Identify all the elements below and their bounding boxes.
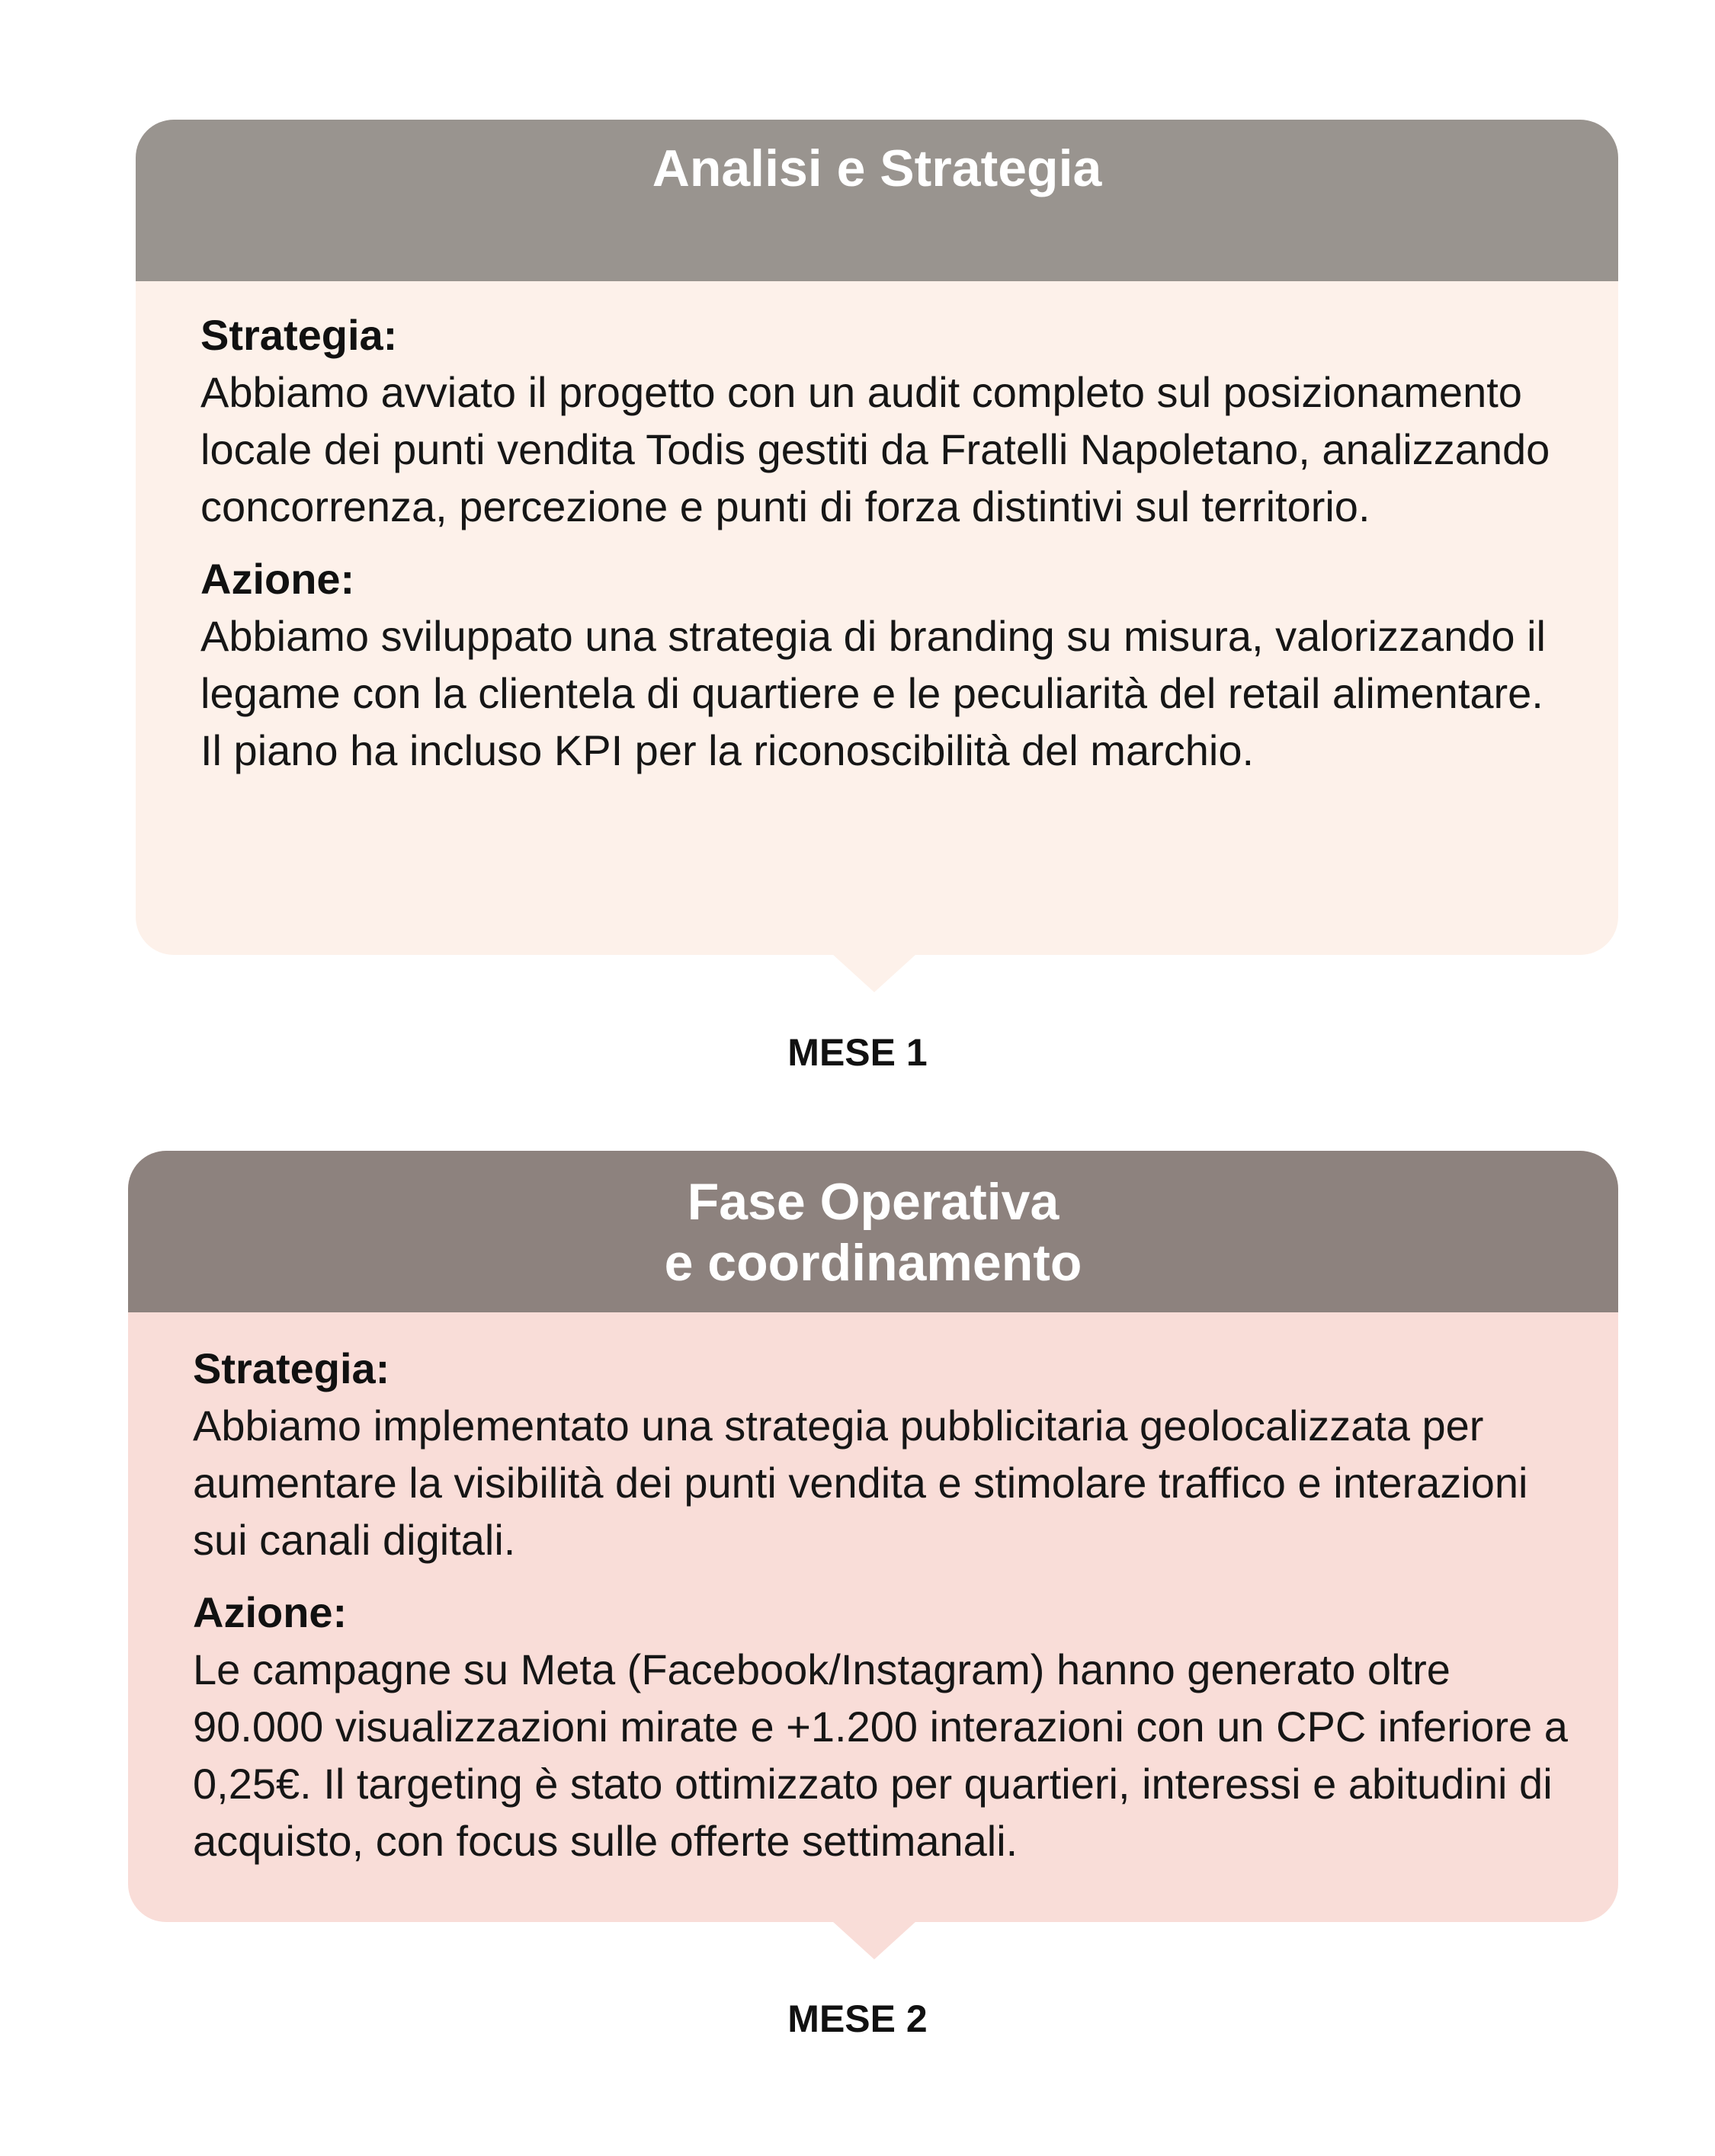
month-label: MESE 1 bbox=[787, 1031, 928, 1074]
phase-header bbox=[136, 120, 1618, 281]
phase-card-operativa bbox=[128, 1151, 1618, 1922]
action-text: Abbiamo sviluppato una strategia di branding su misura, valorizzando il legame con la clientela di quartiere e le peculiarità del retail alimentare. Il piano ha incluso KPI per la riconoscibilità del marchio. bbox=[200, 612, 1546, 774]
phase-body bbox=[193, 1340, 1572, 1869]
strategy-text: Abbiamo avviato il progetto con un audit completo sul posizionamento locale dei punti vendita Todis gestiti da Fratelli Napoletano, analizzando concorrenza, percezione e punti di forza distintivi sul territorio. bbox=[200, 368, 1550, 530]
callout-pointer bbox=[832, 1921, 916, 1959]
month-label: MESE 2 bbox=[787, 1997, 928, 2040]
callout-pointer bbox=[832, 954, 916, 992]
phase-header bbox=[128, 1151, 1618, 1312]
action-text: Le campagne su Meta (Facebook/Instagram) hanno generato oltre 90.000 visualizzazioni mirate e +1.200 interazioni con un CPC inferiore a 0,25€. Il targeting è stato ottimizzato per quartieri, interessi e abitudini di acquisto, con focus sulle offerte settimanali. bbox=[193, 1645, 1568, 1865]
phase-body bbox=[200, 306, 1572, 779]
strategy-text: Abbiamo implementato una strategia pubblicitaria geolocalizzata per aumentare la visibilità dei punti vendita e stimolare traffico e interazioni sui canali digitali. bbox=[193, 1402, 1528, 1564]
action-label: Azione: bbox=[200, 555, 355, 603]
strategy-label: Strategia: bbox=[193, 1344, 390, 1392]
phase-title: Analisi e Strategia bbox=[652, 139, 1102, 197]
phase-title-line-2: e coordinamento bbox=[664, 1234, 1082, 1292]
action-label: Azione: bbox=[193, 1588, 348, 1636]
phase-card-analisi bbox=[136, 120, 1618, 955]
phase-title-line-1: Fase Operativa bbox=[687, 1173, 1059, 1231]
strategy-label: Strategia: bbox=[200, 311, 398, 359]
